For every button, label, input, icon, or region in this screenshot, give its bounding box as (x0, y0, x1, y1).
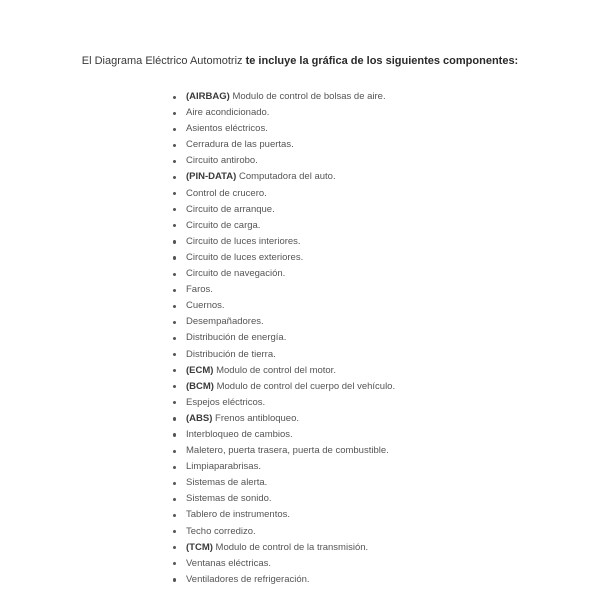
intro-bold-text: te incluye la gráfica de los siguientes componentes: (245, 55, 519, 67)
list-item-text: Faros. (186, 284, 213, 296)
list-item-text: Aire acondicionado. (186, 107, 270, 119)
list-item (172, 218, 395, 234)
list-item (172, 443, 395, 459)
bullet-icon (173, 385, 176, 388)
list-item-text: Circuito de navegación. (186, 268, 286, 280)
bullet-icon (173, 417, 176, 420)
list-item-text: Ventiladores de refrigeración. (186, 573, 310, 585)
list-item (172, 507, 395, 523)
intro-normal-text: El Diagrama Eléctrico Automotriz (81, 55, 246, 67)
list-item-text: Modulo de control del cuerpo del vehículo. (213, 380, 396, 392)
bullet-icon (173, 176, 176, 179)
bullet-icon (173, 256, 176, 259)
list-item (172, 153, 395, 169)
list-item-code: (AIRBAG) (186, 91, 230, 102)
list-item (172, 105, 395, 121)
bullet-icon (173, 112, 176, 115)
bullet-icon (173, 224, 176, 227)
list-item (172, 266, 395, 282)
list-item-code: (PIN-DATA) (186, 171, 237, 183)
list-item-text: Circuito de luces exteriores. (186, 251, 304, 263)
bullet-icon (173, 192, 176, 195)
bullet-icon (173, 289, 176, 292)
list-item-code: (ECM) (186, 364, 214, 376)
list-item-text: Techo corredizo. (186, 525, 256, 537)
bullet-icon (173, 466, 176, 469)
bullet-icon (173, 305, 176, 308)
bullet-icon (173, 160, 176, 163)
bullet-icon (173, 530, 176, 533)
list-item (172, 379, 395, 395)
list-item (172, 475, 395, 491)
bullet-icon (173, 369, 176, 372)
list-item-text: Asientos eléctricos. (186, 123, 268, 135)
list-item (172, 347, 395, 363)
list-item (172, 540, 395, 556)
list-item (172, 186, 395, 202)
list-item (172, 169, 395, 185)
list-item (172, 202, 395, 218)
list-item-text: Sistemas de alerta. (186, 477, 268, 489)
list-item-code: (BCM) (186, 380, 214, 392)
list-item (172, 556, 395, 572)
list-item-text: Modulo de control del motor. (213, 364, 336, 376)
bullet-icon (173, 144, 176, 147)
list-item-text: Espejos eléctricos. (186, 396, 266, 408)
list-item (172, 298, 395, 314)
list-item (172, 137, 395, 153)
list-item-text: Desempañadores. (186, 316, 264, 328)
bullet-icon (173, 562, 176, 565)
bullet-icon (173, 240, 176, 243)
bullet-icon (173, 450, 176, 453)
bullet-icon (173, 401, 176, 404)
list-item-text: Computadora del auto. (236, 171, 336, 183)
bullet-icon (173, 578, 176, 581)
list-item-text: Control de crucero. (186, 187, 267, 199)
list-item (172, 572, 395, 588)
list-item-code: (ABS) (186, 412, 213, 424)
bullet-icon (173, 96, 176, 99)
bullet-icon (173, 337, 176, 340)
list-item-text: Distribución de energía. (186, 332, 287, 344)
bullet-icon (173, 514, 176, 517)
list-item (172, 363, 395, 379)
list-item (172, 411, 395, 427)
list-item-text: Modulo de control de bolsas de aire. (229, 91, 386, 102)
list-item-text: Sistemas de sonido. (186, 493, 272, 505)
list-item (172, 250, 395, 266)
list-item-text: Limpiaparabrisas. (186, 461, 261, 473)
list-item-text: Ventanas eléctricas. (186, 557, 272, 569)
bullet-icon (173, 208, 176, 211)
list-item-text: Circuito de luces interiores. (186, 235, 301, 247)
list-item (172, 89, 395, 105)
list-item-text: Distribución de tierra. (186, 348, 276, 360)
list-item-code: (TCM) (186, 541, 213, 553)
list-item (172, 121, 395, 137)
list-item (172, 491, 395, 507)
list-item-text: Cuernos. (186, 300, 225, 312)
component-list (172, 89, 395, 588)
list-item-text: Circuito antirobo. (186, 155, 258, 167)
list-item (172, 234, 395, 250)
list-item (172, 427, 395, 443)
list-item-text: Cerradura de las puertas. (186, 139, 294, 151)
list-item-text: Maletero, puerta trasera, puerta de combustible. (186, 445, 389, 457)
bullet-icon (173, 353, 176, 356)
bullet-icon (173, 273, 176, 276)
bullet-icon (173, 546, 176, 549)
list-item-text: Circuito de carga. (186, 219, 261, 231)
list-item-text: Tablero de instrumentos. (186, 509, 291, 521)
list-item (172, 459, 395, 475)
list-item (172, 282, 395, 298)
bullet-icon (173, 482, 176, 485)
bullet-icon (173, 321, 176, 324)
list-item (172, 314, 395, 330)
list-item (172, 330, 395, 346)
list-item-text: Modulo de control de la transmisión. (212, 541, 369, 553)
list-item-text: Circuito de arranque. (186, 203, 275, 215)
list-item-text: Frenos antibloqueo. (212, 412, 300, 424)
list-item (172, 395, 395, 411)
list-item-text: Interbloqueo de cambios. (186, 428, 293, 440)
bullet-icon (173, 433, 176, 436)
intro-paragraph (60, 53, 540, 69)
list-item (172, 524, 395, 540)
bullet-icon (173, 128, 176, 131)
bullet-icon (173, 498, 176, 501)
